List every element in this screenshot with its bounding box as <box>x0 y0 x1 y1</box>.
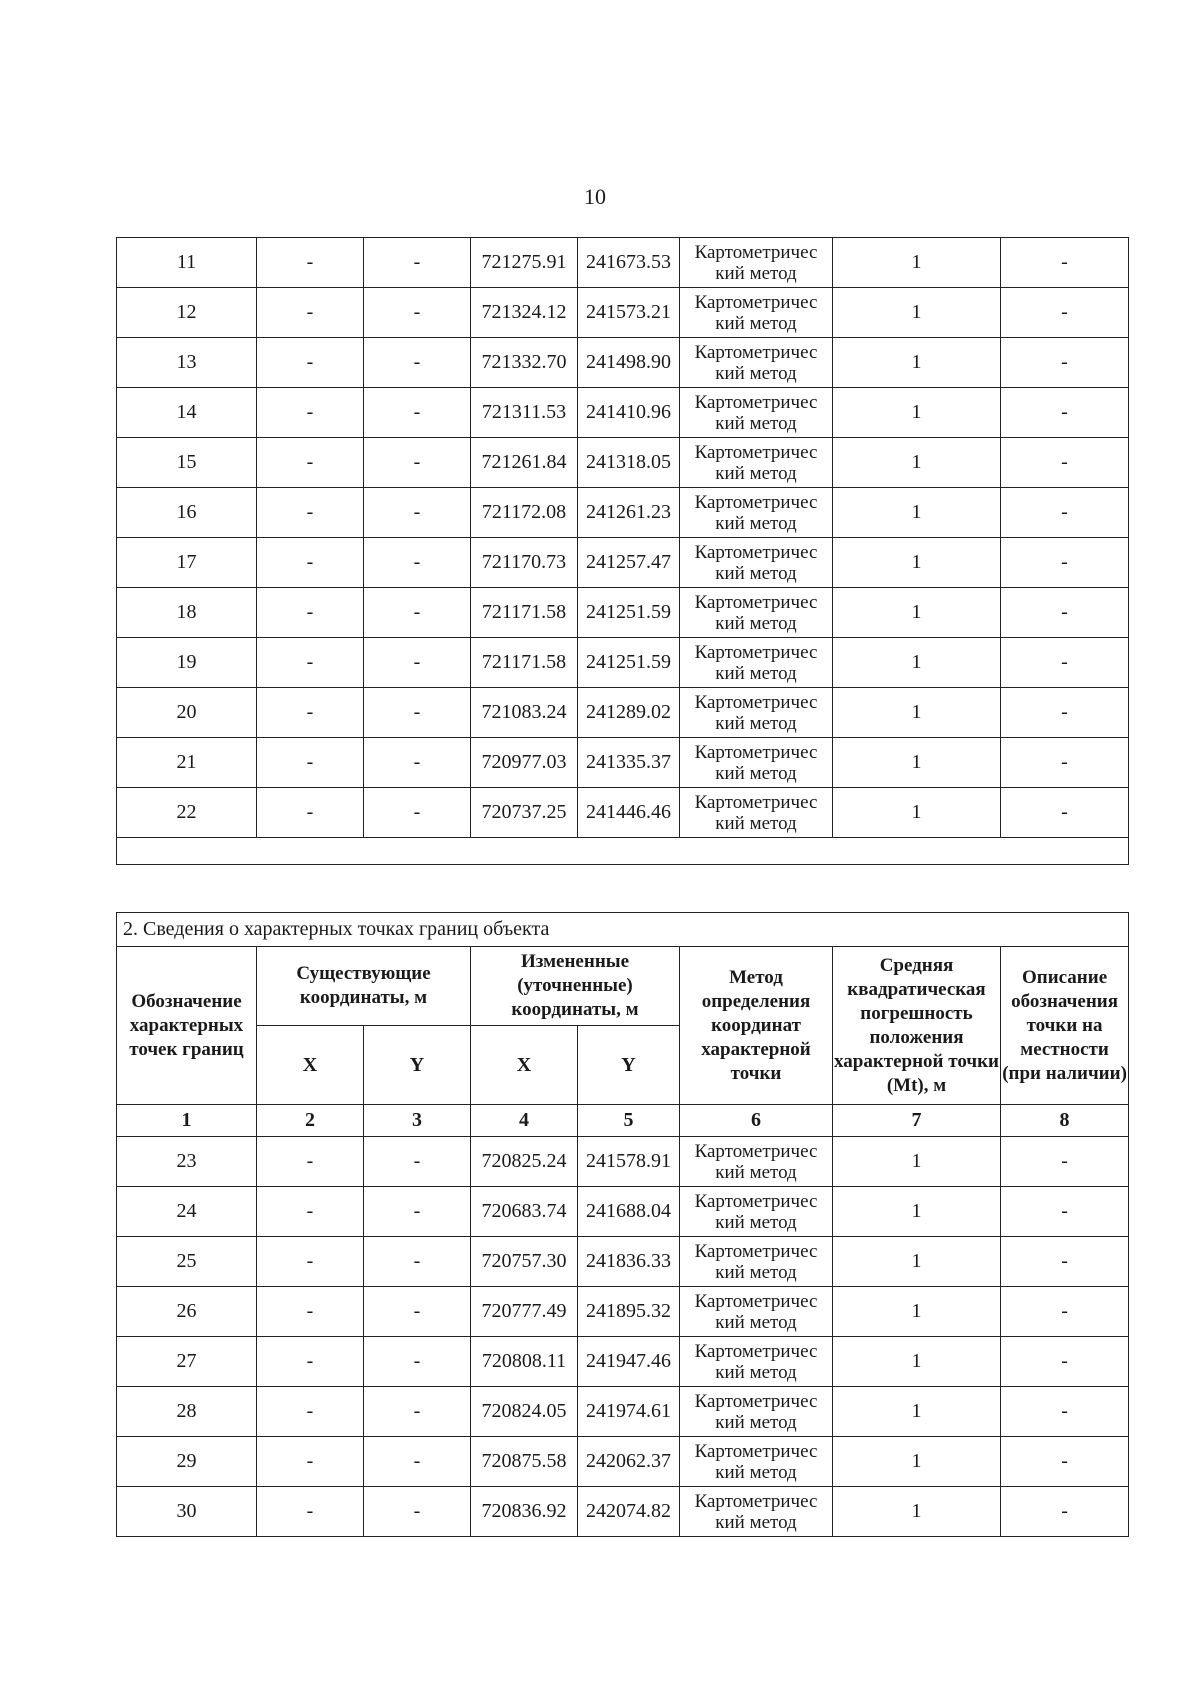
method-line-2: кий метод <box>715 562 797 584</box>
existing-x-cell: - <box>257 338 364 388</box>
method-line-2: кий метод <box>715 612 797 634</box>
column-number: 5 <box>578 1105 680 1137</box>
point-number-cell: 27 <box>117 1337 257 1387</box>
method-cell <box>680 1487 833 1537</box>
point-number-cell: 22 <box>117 788 257 838</box>
mean-error-cell: 1 <box>833 238 1001 288</box>
mean-error-cell: 1 <box>833 738 1001 788</box>
existing-x-cell: - <box>257 1487 364 1537</box>
existing-x-cell: - <box>257 1137 364 1187</box>
existing-x-cell: - <box>257 688 364 738</box>
method-cell <box>680 1187 833 1237</box>
method-line-1: Картометричес <box>694 1290 818 1312</box>
table-row <box>117 1137 1129 1187</box>
method-line-1: Картометричес <box>694 1140 818 1162</box>
existing-y-cell: - <box>364 1337 471 1387</box>
mean-error-cell: 1 <box>833 488 1001 538</box>
header-method: Метод определения координат характерной точки <box>680 947 833 1105</box>
mean-error-cell: 1 <box>833 1337 1001 1387</box>
changed-y-cell: 241251.59 <box>578 588 680 638</box>
method-cell <box>680 338 833 388</box>
changed-x-cell: 720977.03 <box>471 738 578 788</box>
mean-error-cell: 1 <box>833 338 1001 388</box>
table-row <box>117 388 1129 438</box>
method-line-1: Картометричес <box>694 1440 818 1462</box>
method-cell <box>680 438 833 488</box>
table1-body <box>117 238 1129 838</box>
changed-x-cell: 720875.58 <box>471 1437 578 1487</box>
existing-x-cell: - <box>257 1437 364 1487</box>
method-line-1: Картометричес <box>694 591 818 613</box>
existing-x-cell: - <box>257 588 364 638</box>
existing-y-cell: - <box>364 388 471 438</box>
table-row <box>117 1437 1129 1487</box>
table-row <box>117 1187 1129 1237</box>
method-line-2: кий метод <box>715 312 797 334</box>
point-number-cell: 21 <box>117 738 257 788</box>
changed-y-cell: 241947.46 <box>578 1337 680 1387</box>
point-description-cell: - <box>1001 388 1129 438</box>
method-line-2: кий метод <box>715 712 797 734</box>
coordinates-table-continued <box>116 237 1129 865</box>
mean-error-cell: 1 <box>833 1287 1001 1337</box>
changed-y-cell: 241673.53 <box>578 238 680 288</box>
point-description-cell: - <box>1001 1237 1129 1287</box>
section-title-row <box>117 913 1129 947</box>
existing-x-cell: - <box>257 538 364 588</box>
mean-error-cell: 1 <box>833 1437 1001 1487</box>
changed-x-cell: 721171.58 <box>471 638 578 688</box>
changed-x-cell: 720808.11 <box>471 1337 578 1387</box>
table-row <box>117 288 1129 338</box>
changed-x-cell: 720836.92 <box>471 1487 578 1537</box>
method-cell <box>680 388 833 438</box>
method-cell <box>680 538 833 588</box>
table-row <box>117 538 1129 588</box>
changed-x-cell: 721261.84 <box>471 438 578 488</box>
point-description-cell: - <box>1001 288 1129 338</box>
existing-y-cell: - <box>364 1237 471 1287</box>
method-line-2: кий метод <box>715 1511 797 1533</box>
existing-x-cell: - <box>257 788 364 838</box>
existing-y-cell: - <box>364 1287 471 1337</box>
point-number-cell: 19 <box>117 638 257 688</box>
existing-x-cell: - <box>257 238 364 288</box>
method-line-1: Картометричес <box>694 491 818 513</box>
header-existing-x: X <box>257 1026 364 1105</box>
method-line-2: кий метод <box>715 1161 797 1183</box>
changed-y-cell: 241318.05 <box>578 438 680 488</box>
table-row <box>117 588 1129 638</box>
table1-blank-row <box>117 838 1129 865</box>
point-number-cell: 17 <box>117 538 257 588</box>
mean-error-cell: 1 <box>833 588 1001 638</box>
existing-y-cell: - <box>364 1387 471 1437</box>
changed-x-cell: 721083.24 <box>471 688 578 738</box>
changed-x-cell: 721172.08 <box>471 488 578 538</box>
changed-y-cell: 242074.82 <box>578 1487 680 1537</box>
method-cell <box>680 588 833 638</box>
changed-y-cell: 241335.37 <box>578 738 680 788</box>
existing-x-cell: - <box>257 388 364 438</box>
method-cell <box>680 1337 833 1387</box>
point-description-cell: - <box>1001 488 1129 538</box>
changed-x-cell: 721324.12 <box>471 288 578 338</box>
header-row-top <box>117 947 1129 1026</box>
existing-y-cell: - <box>364 1187 471 1237</box>
point-description-cell: - <box>1001 588 1129 638</box>
point-number-cell: 11 <box>117 238 257 288</box>
existing-y-cell: - <box>364 738 471 788</box>
page-number: 10 <box>584 184 606 209</box>
changed-x-cell: 721332.70 <box>471 338 578 388</box>
existing-x-cell: - <box>257 1387 364 1437</box>
method-line-1: Картометричес <box>694 341 818 363</box>
changed-x-cell: 721311.53 <box>471 388 578 438</box>
method-line-2: кий метод <box>715 262 797 284</box>
header-changed-y: Y <box>578 1026 680 1105</box>
method-line-1: Картометричес <box>694 441 818 463</box>
point-number-cell: 25 <box>117 1237 257 1287</box>
changed-x-cell: 720777.49 <box>471 1287 578 1337</box>
changed-y-cell: 241446.46 <box>578 788 680 838</box>
table-row <box>117 488 1129 538</box>
point-description-cell: - <box>1001 538 1129 588</box>
point-number-cell: 26 <box>117 1287 257 1337</box>
method-cell <box>680 1237 833 1287</box>
changed-x-cell: 720683.74 <box>471 1187 578 1237</box>
blank-cell <box>117 838 1129 865</box>
existing-x-cell: - <box>257 1237 364 1287</box>
changed-y-cell: 241578.91 <box>578 1137 680 1187</box>
table-row <box>117 738 1129 788</box>
method-line-1: Картометричес <box>694 741 818 763</box>
method-cell <box>680 688 833 738</box>
point-description-cell: - <box>1001 438 1129 488</box>
changed-y-cell: 241498.90 <box>578 338 680 388</box>
existing-y-cell: - <box>364 438 471 488</box>
method-line-2: кий метод <box>715 1411 797 1433</box>
point-number-cell: 28 <box>117 1387 257 1437</box>
column-number: 4 <box>471 1105 578 1137</box>
existing-y-cell: - <box>364 338 471 388</box>
changed-x-cell: 720737.25 <box>471 788 578 838</box>
column-number: 6 <box>680 1105 833 1137</box>
header-error: Средняя квадратическая погрешность положения характерной точки (Mt), м <box>833 947 1001 1105</box>
mean-error-cell: 1 <box>833 1187 1001 1237</box>
header-description: Описание обозначения точки на местности (при наличии) <box>1001 947 1129 1105</box>
table-row <box>117 688 1129 738</box>
table-row <box>117 338 1129 388</box>
table-row <box>117 1487 1129 1537</box>
changed-x-cell: 721275.91 <box>471 238 578 288</box>
existing-y-cell: - <box>364 1137 471 1187</box>
table-row <box>117 438 1129 488</box>
point-number-cell: 30 <box>117 1487 257 1537</box>
method-cell <box>680 1387 833 1437</box>
method-cell <box>680 1137 833 1187</box>
method-cell <box>680 738 833 788</box>
method-line-1: Картометричес <box>694 1390 818 1412</box>
existing-x-cell: - <box>257 1187 364 1237</box>
point-description-cell: - <box>1001 638 1129 688</box>
changed-y-cell: 241895.32 <box>578 1287 680 1337</box>
existing-x-cell: - <box>257 738 364 788</box>
method-cell <box>680 288 833 338</box>
point-number-cell: 24 <box>117 1187 257 1237</box>
existing-x-cell: - <box>257 1287 364 1337</box>
column-number: 1 <box>117 1105 257 1137</box>
existing-y-cell: - <box>364 688 471 738</box>
table-row <box>117 1237 1129 1287</box>
method-line-1: Картометричес <box>694 291 818 313</box>
existing-x-cell: - <box>257 288 364 338</box>
changed-y-cell: 241257.47 <box>578 538 680 588</box>
method-line-2: кий метод <box>715 1461 797 1483</box>
table-row <box>117 788 1129 838</box>
mean-error-cell: 1 <box>833 1237 1001 1287</box>
changed-y-cell: 241836.33 <box>578 1237 680 1287</box>
method-line-1: Картометричес <box>694 1190 818 1212</box>
point-description-cell: - <box>1001 1337 1129 1387</box>
method-line-2: кий метод <box>715 462 797 484</box>
point-number-cell: 14 <box>117 388 257 438</box>
point-description-cell: - <box>1001 738 1129 788</box>
changed-x-cell: 721171.58 <box>471 588 578 638</box>
method-line-1: Картометричес <box>694 541 818 563</box>
mean-error-cell: 1 <box>833 438 1001 488</box>
point-description-cell: - <box>1001 1187 1129 1237</box>
method-cell <box>680 488 833 538</box>
method-line-2: кий метод <box>715 1311 797 1333</box>
point-description-cell: - <box>1001 338 1129 388</box>
point-number-cell: 15 <box>117 438 257 488</box>
method-line-1: Картометричес <box>694 691 818 713</box>
existing-y-cell: - <box>364 238 471 288</box>
existing-y-cell: - <box>364 538 471 588</box>
table-row <box>117 1387 1129 1437</box>
existing-y-cell: - <box>364 1437 471 1487</box>
changed-y-cell: 241251.59 <box>578 638 680 688</box>
point-number-cell: 13 <box>117 338 257 388</box>
table-row <box>117 1337 1129 1387</box>
method-line-1: Картометричес <box>694 1490 818 1512</box>
mean-error-cell: 1 <box>833 1487 1001 1537</box>
header-changed-x: X <box>471 1026 578 1105</box>
method-line-1: Картометричес <box>694 641 818 663</box>
point-description-cell: - <box>1001 1487 1129 1537</box>
changed-x-cell: 720825.24 <box>471 1137 578 1187</box>
point-description-cell: - <box>1001 1137 1129 1187</box>
changed-y-cell: 241410.96 <box>578 388 680 438</box>
column-number-row <box>117 1105 1129 1137</box>
header-existing-y: Y <box>364 1026 471 1105</box>
method-cell <box>680 1287 833 1337</box>
column-number: 7 <box>833 1105 1001 1137</box>
point-description-cell: - <box>1001 1437 1129 1487</box>
method-line-1: Картометричес <box>694 1340 818 1362</box>
method-line-2: кий метод <box>715 762 797 784</box>
existing-x-cell: - <box>257 1337 364 1387</box>
header-designation: Обозначение характерных точек границ <box>117 947 257 1105</box>
mean-error-cell: 1 <box>833 288 1001 338</box>
point-number-cell: 29 <box>117 1437 257 1487</box>
table2-body <box>117 1137 1129 1537</box>
column-number: 8 <box>1001 1105 1129 1137</box>
point-number-cell: 20 <box>117 688 257 738</box>
point-number-cell: 16 <box>117 488 257 538</box>
changed-y-cell: 242062.37 <box>578 1437 680 1487</box>
existing-y-cell: - <box>364 638 471 688</box>
method-line-1: Картометричес <box>694 241 818 263</box>
point-number-cell: 18 <box>117 588 257 638</box>
existing-x-cell: - <box>257 438 364 488</box>
point-number-cell: 23 <box>117 1137 257 1187</box>
existing-y-cell: - <box>364 1487 471 1537</box>
point-description-cell: - <box>1001 688 1129 738</box>
changed-x-cell: 720757.30 <box>471 1237 578 1287</box>
method-line-1: Картометричес <box>694 391 818 413</box>
existing-x-cell: - <box>257 488 364 538</box>
changed-y-cell: 241261.23 <box>578 488 680 538</box>
column-number: 2 <box>257 1105 364 1137</box>
method-line-2: кий метод <box>715 512 797 534</box>
method-cell <box>680 788 833 838</box>
changed-y-cell: 241573.21 <box>578 288 680 338</box>
point-number-cell: 12 <box>117 288 257 338</box>
changed-y-cell: 241974.61 <box>578 1387 680 1437</box>
mean-error-cell: 1 <box>833 638 1001 688</box>
table-row <box>117 638 1129 688</box>
existing-y-cell: - <box>364 488 471 538</box>
method-line-2: кий метод <box>715 812 797 834</box>
table-row <box>117 238 1129 288</box>
method-line-2: кий метод <box>715 1211 797 1233</box>
mean-error-cell: 1 <box>833 788 1001 838</box>
point-description-cell: - <box>1001 1287 1129 1337</box>
existing-y-cell: - <box>364 588 471 638</box>
method-line-2: кий метод <box>715 362 797 384</box>
point-description-cell: - <box>1001 238 1129 288</box>
changed-x-cell: 720824.05 <box>471 1387 578 1437</box>
changed-y-cell: 241289.02 <box>578 688 680 738</box>
existing-y-cell: - <box>364 788 471 838</box>
mean-error-cell: 1 <box>833 688 1001 738</box>
mean-error-cell: 1 <box>833 1387 1001 1437</box>
method-cell <box>680 238 833 288</box>
method-line-2: кий метод <box>715 662 797 684</box>
mean-error-cell: 1 <box>833 388 1001 438</box>
mean-error-cell: 1 <box>833 1137 1001 1187</box>
point-description-cell: - <box>1001 788 1129 838</box>
method-line-2: кий метод <box>715 412 797 434</box>
method-cell <box>680 638 833 688</box>
column-number: 3 <box>364 1105 471 1137</box>
method-line-1: Картометричес <box>694 1240 818 1262</box>
changed-y-cell: 241688.04 <box>578 1187 680 1237</box>
method-line-2: кий метод <box>715 1261 797 1283</box>
method-line-2: кий метод <box>715 1361 797 1383</box>
boundary-points-table <box>116 912 1129 1537</box>
section-title: 2. Сведения о характерных точках границ объекта <box>117 913 1129 947</box>
existing-y-cell: - <box>364 288 471 338</box>
existing-x-cell: - <box>257 638 364 688</box>
header-changed-coords: Измененные (уточненные) координаты, м <box>471 947 680 1026</box>
mean-error-cell: 1 <box>833 538 1001 588</box>
table-row <box>117 1287 1129 1337</box>
method-line-1: Картометричес <box>694 791 818 813</box>
header-existing-coords: Существующие координаты, м <box>257 947 471 1026</box>
method-cell <box>680 1437 833 1487</box>
point-description-cell: - <box>1001 1387 1129 1437</box>
changed-x-cell: 721170.73 <box>471 538 578 588</box>
